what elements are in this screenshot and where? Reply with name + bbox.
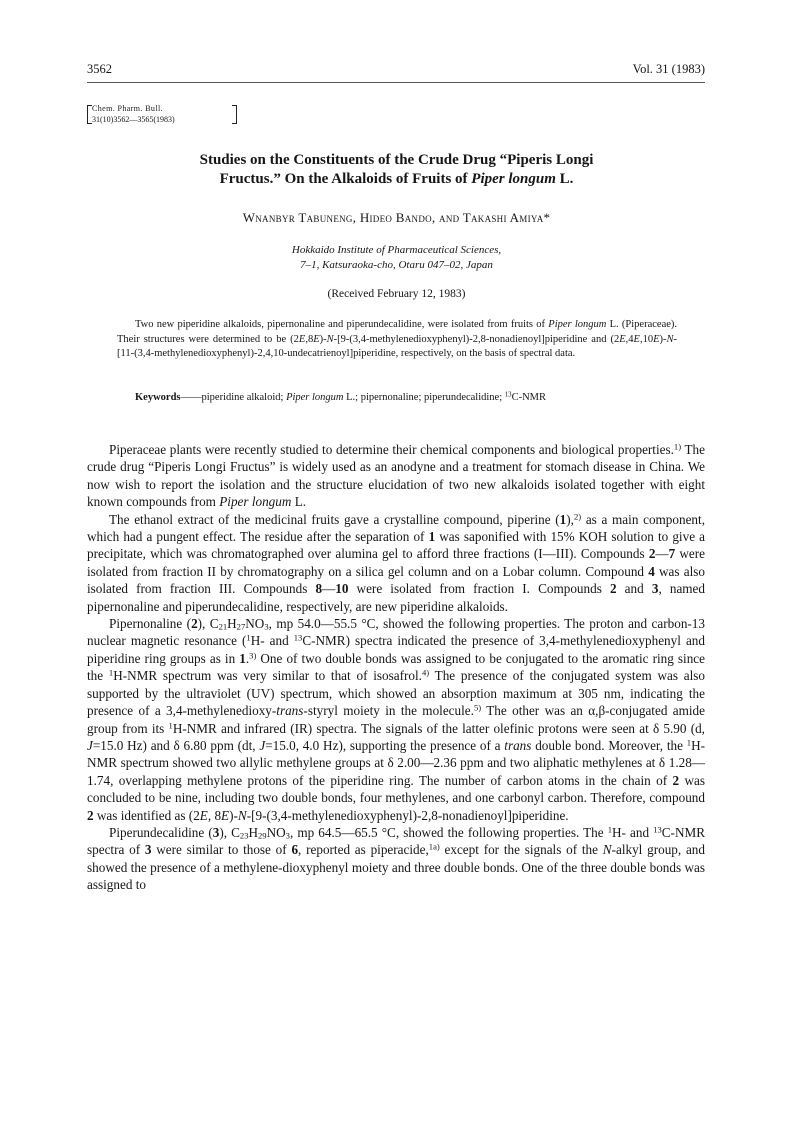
affiliation-line-2: 7–1, Katsuraoka-cho, Otaru 047–02, Japan (300, 259, 493, 271)
p1-a: Piperaceae plants were recently studied to determine their chemical components and biological properties. (109, 442, 674, 457)
isotope-sup: 13 (293, 632, 303, 643)
p1-c: L. (291, 494, 307, 510)
p4-i: , reported as piperacide, (298, 842, 429, 858)
paper-title (100, 151, 693, 189)
italic-term: N (602, 842, 612, 858)
journal-citation-box (87, 104, 237, 125)
p2-f: were isolated from fraction II by chromatography on a silica gel column and on a Lobar column. Compound (87, 546, 706, 579)
p3-l: -styryl moiety in the molecule. (303, 703, 474, 719)
citation-ref: 3) (249, 650, 257, 661)
paragraph-2 (87, 511, 705, 615)
p3-s: was concluded to be nine, including two double bonds, four methylenes, and one carbonyl carbon. Therefore, compound (87, 772, 705, 806)
italic-term: E (199, 807, 208, 823)
compound-ref: 6 (291, 842, 299, 858)
compound-ref: 2 (87, 807, 94, 823)
p4-d: NO (266, 824, 286, 840)
citation-ref: 1a) (428, 841, 440, 852)
citation-ref: 2) (573, 510, 582, 521)
title-species: Piper longum (471, 171, 556, 187)
p4-f: H- and (612, 824, 654, 840)
compound-ref: 7 (668, 546, 676, 562)
p4-g: C-NMR spectra of (87, 824, 705, 858)
running-header (87, 62, 705, 83)
abstract-s2: L. (Piperaceae). Their structures were determined to be (2 (117, 319, 678, 345)
keywords-label: Keywords (135, 392, 181, 403)
compound-ref: 10 (335, 581, 349, 597)
abstract-s5: -[9-(3,4-methylenedioxyphenyl)-2,8-nonadienoyl]piperidine and (2 (333, 333, 620, 345)
p4-b: ), C (219, 824, 240, 840)
p2-k: , named pipernonaline and piperundecalidine, respectively, are new piperidine alkaloids. (87, 581, 706, 614)
p3-e: , mp 54.0—55.5 °C, showed the following properties. The proton and carbon-13 nuclear magnetic resonance ( (87, 616, 705, 649)
formula-sub: 3 (285, 830, 290, 841)
isotope-sup: 1 (168, 719, 173, 730)
compound-ref: 1 (239, 650, 246, 666)
abstract-s4: )- (319, 333, 327, 345)
received-date: (Received February 12, 1983) (327, 288, 466, 300)
abstract-n2: N (666, 333, 674, 345)
p3-t: was identified as (2 (93, 807, 200, 823)
author-list: Wnanbyr Tabuneng, Hideo Bando, and Takashi Amiya* (242, 210, 551, 225)
abstract-e2: E (313, 333, 320, 345)
keywords-t3: C-NMR (511, 392, 547, 403)
citation-ref: 4) (421, 667, 430, 678)
keywords-t1: piperidine alkaloid; (201, 392, 287, 403)
compound-ref: 2 (191, 616, 198, 632)
paragraph-3 (87, 615, 705, 824)
journal-name: Chem. Pharm. Bull. (92, 104, 163, 113)
p1-species: Piper longum (219, 494, 292, 510)
abstract-e1: E (298, 333, 306, 345)
compound-ref: 3 (212, 824, 220, 840)
abstract-text (117, 318, 677, 362)
formula-sub: 3 (264, 621, 269, 632)
p3-a: Pipernonaline ( (109, 616, 192, 632)
abstract-s8: )- (659, 333, 667, 345)
citation-ref: 1) (673, 441, 682, 452)
abstract-s3: ,8 (305, 333, 314, 345)
p3-u: , 8 (207, 807, 222, 823)
compound-ref: 2 (672, 772, 680, 788)
italic-term: J (87, 737, 93, 753)
p3-p: =15.0, 4.0 Hz), supporting the presence of a (265, 737, 505, 753)
abstract-n1: N (326, 333, 334, 345)
p3-m: The other was an α,β-conjugated amide group from its (87, 703, 706, 736)
p4-j: except for the signals of the (439, 842, 603, 858)
citation-ref: 5) (473, 702, 482, 713)
affiliation-line-1: Hokkaido Institute of Pharmaceutical Sciences, (291, 244, 502, 256)
abstract (117, 318, 677, 362)
title-line-2 (100, 170, 693, 189)
p2-i: were isolated from fraction I. Compounds (348, 581, 610, 597)
abstract-s1: Two new piperidine alkaloids, pipernonaline and piperundecalidine, were isolated from fruits of (135, 319, 549, 330)
compound-ref: 2 (609, 581, 617, 597)
p3-j: H-NMR spectrum was very similar to that of isosafrol. (113, 668, 422, 684)
keywords-dash: —— (180, 392, 202, 403)
isotope-sup: 1 (108, 667, 114, 678)
abstract-e5: E (653, 333, 660, 345)
title-line-1: Studies on the Constituents of the Crude Drug “Piperis Longi (199, 152, 594, 168)
p2-h: — (322, 581, 336, 597)
p4-k: -alkyl group, and showed the presence of a methylene-dioxyphenyl moiety and three double bonds. One of the three double bonds was assigned to (87, 842, 705, 893)
isotope-sup: 1 (686, 737, 692, 748)
formula-sub: 21 (218, 621, 228, 632)
italic-term: N (237, 807, 247, 823)
affiliation (0, 243, 793, 273)
keywords-species: Piper longum (286, 392, 344, 403)
formula-sub: 29 (258, 830, 267, 841)
p2-g: was also isolated from fraction III. Compounds (87, 563, 705, 597)
p4-e: , mp 64.5—65.5 °C, showed the following properties. The (289, 824, 608, 840)
abstract-species: Piper longum (548, 319, 607, 330)
italic-term: J (259, 737, 266, 753)
isotope-sup: 13 (653, 824, 662, 835)
p2-d: was saponified with 15% KOH solution to give a precipitate, which was chromatographed over alumina gel to afford three fractions (I—III). Compounds (87, 529, 705, 562)
p3-o: =15.0 Hz) and δ 6.80 ppm (dt, (92, 737, 260, 753)
abstract-e4: E (633, 333, 640, 345)
p3-i: One of two double bonds was assigned to be conjugated to the aromatic ring since the (87, 650, 705, 684)
p2-e: — (655, 546, 669, 562)
p3-n: H-NMR and infrared (IR) spectra. The signals of the latter olefinic protons were seen at δ 5.90 (d, (172, 720, 705, 736)
compound-ref: 2 (648, 546, 656, 562)
p1-b: The crude drug “Piperis Longi Fructus” is widely used as an anodyne and a treatment for stomach disease in China. We now wish to report the isolation and the structure elucidation of two new alkaloids isolated together with eight known compounds from (87, 442, 705, 510)
body-text (87, 441, 705, 894)
p3-k: The presence of the conjugated system was also supported by the ultraviolet (UV) spectrum, which showed an absorption maximum at 305 nm, indicating the presence of a 3,4-methylenedioxy- (87, 668, 705, 719)
p2-b: ), (566, 511, 574, 527)
keywords-t2: L.; pipernonaline; piperundecalidine; (343, 392, 505, 403)
isotope-sup: 1 (607, 824, 613, 835)
p3-f: H- and (250, 633, 294, 649)
italic-term: trans (504, 737, 532, 753)
p3-b: ), C (197, 616, 219, 632)
abstract-s7: ,10 (639, 333, 654, 345)
compound-ref: 3 (144, 842, 152, 858)
p2-a: The ethanol extract of the medicinal fruits gave a crystalline compound, piperine ( (109, 511, 560, 527)
abstract-e3: E (619, 333, 626, 345)
abstract-s9: -[11-(3,4-methylenedioxyphenyl)-2,4,10-undecatrienoyl]piperidine, respectively, on the basis of spectral data. (117, 333, 677, 359)
title-line-2-start: Fructus.” On the Alkaloids of Fruits of (219, 171, 472, 187)
compound-ref: 4 (648, 563, 655, 579)
isotope-sup: 1 (246, 632, 251, 643)
journal-code: 31(10)3562—3565(1983) (92, 114, 175, 124)
p3-q: double bond. Moreover, the (531, 737, 687, 753)
p3-d: NO (245, 616, 265, 632)
compound-ref: 8 (315, 581, 323, 597)
p3-c: H (227, 616, 237, 632)
compound-ref: 1 (428, 529, 436, 545)
p4-a: Piperundecalidine ( (109, 824, 213, 840)
volume-info: Vol. 31 (1983) (632, 62, 705, 76)
formula-sub: 23 (239, 830, 249, 841)
paragraph-1 (87, 441, 705, 511)
italic-term: trans (276, 703, 304, 719)
compound-ref: 3 (651, 581, 659, 597)
paragraph-4 (87, 824, 705, 894)
compound-ref: 1 (559, 511, 567, 527)
keywords-sup: 13 (504, 391, 512, 399)
p3-r: H-NMR spectrum showed two allylic methylene groups at δ 2.00—2.36 ppm and two aliphatic methylenes at δ 1.28—1.74, overlapping methylene protons of the piperidine ring. The number of carbon atoms in the chain of (87, 737, 705, 788)
p3-g: C-NMR) spectra indicated the presence of 3,4-methylenedioxyphenyl and piperidine ring groups as in (87, 633, 705, 666)
p2-j: and (616, 581, 652, 597)
page-number: 3562 (87, 62, 112, 76)
p2-c: as a main component, which had a pungent effect. The residue after the separation of (87, 511, 705, 545)
title-line-2-end: L. (555, 171, 574, 187)
italic-term: E (221, 807, 230, 823)
p4-h: were similar to those of (151, 842, 292, 858)
p3-v: )- (229, 807, 238, 823)
p3-h: . (245, 650, 250, 666)
formula-sub: 27 (236, 621, 246, 632)
keywords (117, 391, 677, 406)
p4-c: H (248, 824, 259, 840)
p3-w: -[9-(3,4-methylenedioxyphenyl)-2,8-nonadienoyl]piperidine. (246, 807, 569, 823)
abstract-s6: ,4 (625, 333, 634, 345)
